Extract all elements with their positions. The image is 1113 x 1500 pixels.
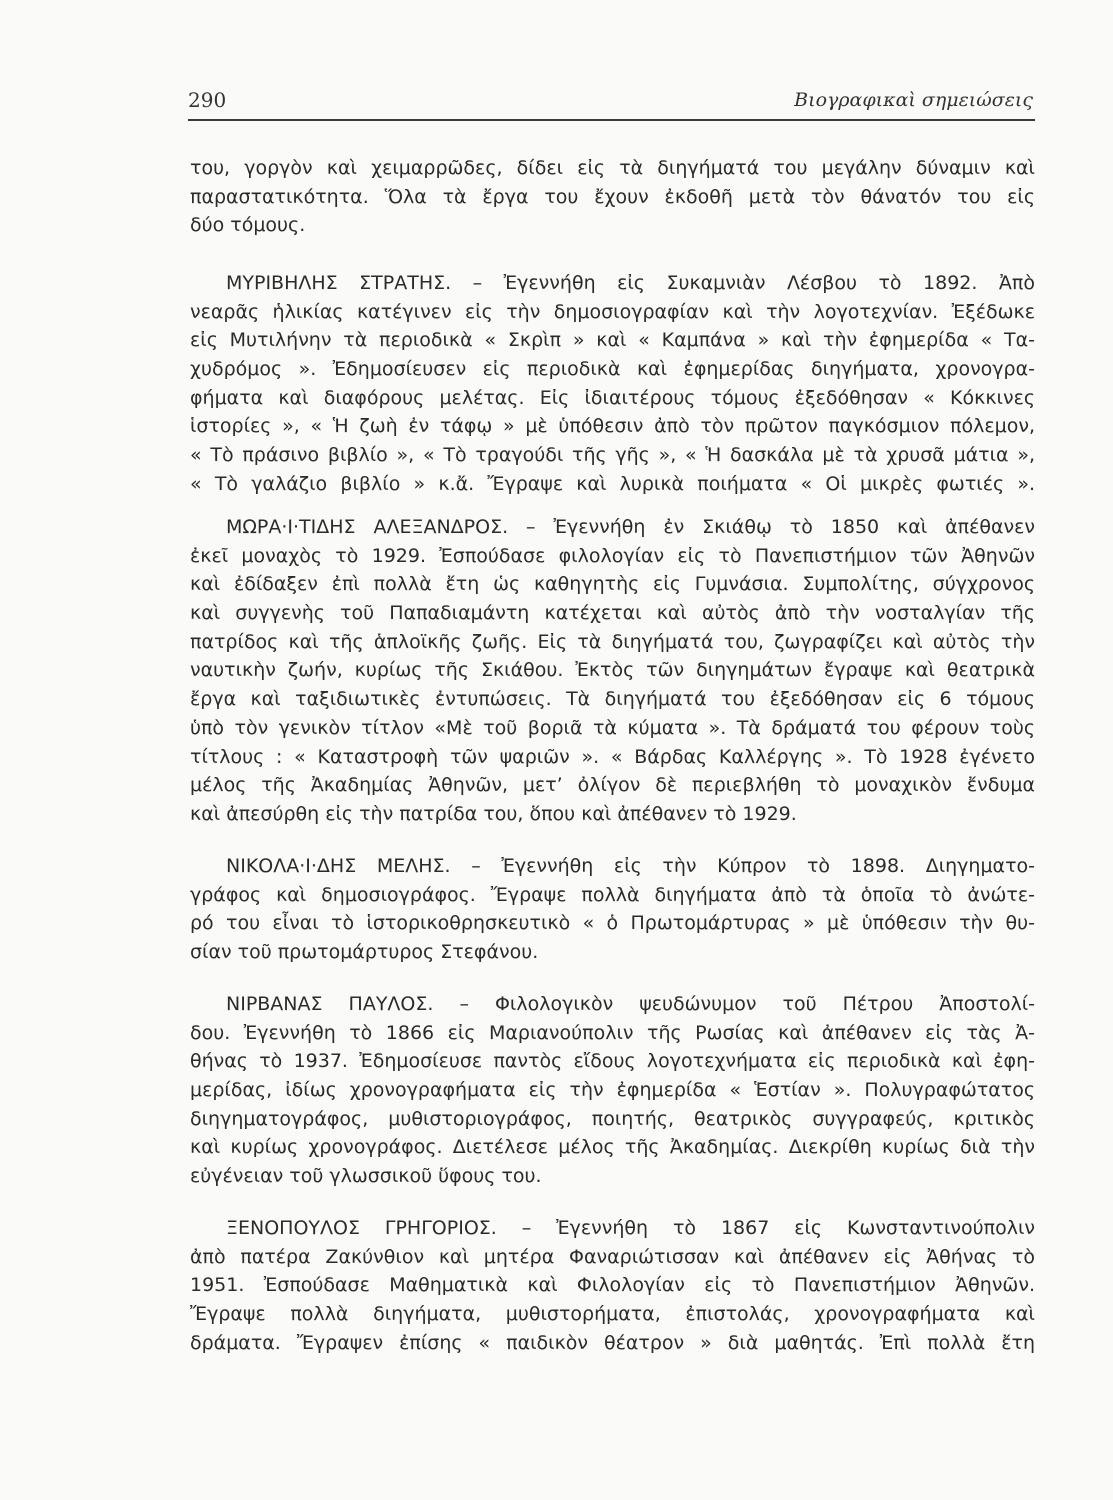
text-line: γράφος καὶ δημοσιογράφος. Ἔγραψε πολλὰ διηγήματα ἀπὸ τὰ ὁποῖα τὸ ἀνώτε- (190, 883, 1035, 906)
text-line: σίαν τοῦ πρωτομάρτυρος Στεφάνου. (190, 941, 539, 964)
text-line: θήνας τὸ 1937. Ἐδημοσίευσε παντὸς εἴδους λογοτεχνήματα εἰς περιοδικὰ καὶ ἐφη- (190, 1050, 1035, 1073)
text-line: « Τὸ γαλάζιο βιβλίο » κ.ἄ. Ἔγραψε καὶ λυρικὰ ποιήματα « Οἱ μικρὲς φωτιές ». (190, 472, 1035, 495)
paragraph-continuation (190, 154, 1035, 240)
text-line: του, γοργὸν καὶ χειμαρρῶδες, δίδει εἰς τὰ διηγήματά του μεγάλην δύναμιν καὶ (190, 157, 1035, 179)
text-line: εὐγένειαν τοῦ γλωσσικοῦ ὕφους του. (190, 1165, 542, 1188)
entry-nirvanas (190, 990, 1035, 1191)
text-line: ΞΕΝΟΠΟΥΛΟΣ ΓΡΗΓΟΡΙΟΣ. – Ἐγεννήθη τὸ 1867 εἰς Κωνσταντινούπολιν (226, 1217, 1035, 1239)
text-line: διηγηματογράφος, μυθιστοριογράφος, ποιητής, θεατρικὸς συγγραφεύς, κριτικὸς (190, 1107, 1035, 1130)
text-line: ἐκεῖ μοναχὸς τὸ 1929. Ἐσπούδασε φιλολογίαν εἰς τὸ Πανεπιστήμιον τῶν Ἀθηνῶν (190, 544, 1035, 567)
text-line: ΝΙΡΒΑΝΑΣ ΠΑΥΛΟΣ. – Φιλολογικὸν ψευδώνυμον τοῦ Πέτρου Ἀποστολί- (226, 993, 1035, 1015)
text-line: ἔργα καὶ ταξιδιωτικὲς ἐντυπώσεις. Τὰ διηγήματά του ἐξεδόθησαν εἰς 6 τόμους (190, 688, 1035, 711)
text-line: Ἔγραψε πολλὰ διηγήματα, μυθιστορήματα, ἐπιστολάς, χρονογραφήματα καὶ (190, 1303, 1035, 1326)
text-line: ναυτικὴν ζωήν, κυρίως τῆς Σκιάθου. Ἐκτὸς τῶν διηγημάτων ἔγραψε καὶ θεατρικὰ (190, 659, 1035, 682)
text-line: ΝΙΚΟΛΑ·Ι·ΔΗΣ ΜΕΛΗΣ. – Ἐγεννήθη εἰς τὴν Κύπρον τὸ 1898. Διηγηματο- (226, 855, 1035, 877)
text-line: ἱστορίες », « Ἡ ζωὴ ἐν τάφῳ » μὲ ὑπόθεσιν ἀπὸ τὸν πρῶτον παγκόσμιον πόλεμον, (190, 415, 1035, 438)
text-line: καὶ κυρίως χρονογράφος. Διετέλεσε μέλος τῆς Ἀκαδημίας. Διεκρίθη κυρίως διὰ τὴν (190, 1136, 1035, 1159)
text-line: δύο τόμους. (190, 214, 306, 237)
text-line: νεαρᾶς ἡλικίας κατέγινεν εἰς τὴν δημοσιογραφίαν καὶ τὴν λογοτεχνίαν. Ἐξέδωκε (190, 300, 1035, 323)
text-line: μέλος τῆς Ἀκαδημίας Ἀθηνῶν, μετ’ ὀλίγον δὲ περιεβλήθη τὸ μοναχικὸν ἔνδυμα (190, 774, 1035, 797)
text-line: τίτλους : « Καταστροφὴ τῶν ψαριῶν ». « Βάρδας Καλλέργης ». Τὸ 1928 ἐγένετο (190, 745, 1035, 768)
text-line: καὶ ἀπεσύρθη εἰς τὴν πατρίδα του, ὅπου καὶ ἀπέθανεν τὸ 1929. (190, 802, 797, 825)
text-line: ρό του εἶναι τὸ ἱστορικοθρησκευτικὸ « ὁ Πρωτομάρτυρας » μὲ ὑπόθεσιν τὴν θυ- (190, 912, 1035, 935)
entry-moraitidis (190, 513, 1035, 829)
text-line: ΜΩΡΑ·Ι·ΤΙΔΗΣ ΑΛΕΞΑΝΔΡΟΣ. – Ἐγεννήθη ἐν Σκιάθῳ τὸ 1850 καὶ ἀπέθανεν (226, 516, 1035, 538)
text-line: καὶ ἐδίδαξεν ἐπὶ πολλὰ ἔτη ὡς καθηγητὴς εἰς Γυμνάσια. Συμπολίτης, σύγχρονος (190, 573, 1035, 596)
text-line: ἀπὸ πατέρα Ζακύνθιον καὶ μητέρα Φαναριώτισσαν καὶ ἀπέθανεν εἰς Ἀθήνας τὸ (190, 1245, 1035, 1268)
page-number: 290 (188, 88, 227, 112)
text-line: δράματα. Ἔγραψεν ἐπίσης « παιδικὸν θέατρον » διὰ μαθητάς. Ἐπὶ πολλὰ ἔτη (190, 1331, 1035, 1354)
running-header-title: Βιογραφικαὶ σημειώσεις (794, 89, 1033, 111)
text-line: εἰς Μυτιλήνην τὰ περιοδικὰ « Σκρὶπ » καὶ « Καμπάνα » καὶ τὴν ἐφημερίδα « Τα- (190, 329, 1035, 352)
text-line: ΜΥΡΙΒΗΛΗΣ ΣΤΡΑΤΗΣ. – Ἐγεννήθη εἰς Συκαμνιὰν Λέσβου τὸ 1892. Ἀπὸ (226, 272, 1035, 294)
text-line: πατρίδος καὶ τῆς ἁπλοϊκῆς ζωῆς. Εἰς τὰ διηγήματά του, ζωγραφίζει καὶ αὐτὸς τὴν (190, 630, 1035, 653)
text-line: ὑπὸ τὸν γενικὸν τίτλον «Μὲ τοῦ βοριᾶ τὰ κύματα ». Τὰ δράματά του φέρουν τοὺς (190, 716, 1035, 739)
text-line: καὶ συγγενὴς τοῦ Παπαδιαμάντη κατέχεται καὶ αὐτὸς ἀπὸ τὴν νοσταλγίαν τῆς (190, 602, 1035, 625)
text-line: παραστατικότητα. Ὅλα τὰ ἔργα του ἔχουν ἐκδοθῆ μετὰ τὸν θάνατόν του εἰς (190, 185, 1035, 208)
entry-nikolaidis (190, 852, 1035, 967)
text-line: χυδρόμος ». Ἐδημοσίευσεν εἰς περιοδικὰ καὶ ἐφημερίδας διηγήματα, χρονογρα- (190, 358, 1035, 381)
body-text (190, 0, 1035, 1500)
text-line: δου. Ἐγεννήθη τὸ 1866 εἰς Μαριανούπολιν τῆς Ρωσίας καὶ ἀπέθανεν εἰς τὰς Ἀ- (190, 1021, 1035, 1044)
entry-myrivilis (190, 269, 1035, 499)
text-line: 1951. Ἐσπούδασε Μαθηματικὰ καὶ Φιλολογίαν εἰς τὸ Πανεπιστήμιον Ἀθηνῶν. (190, 1274, 1035, 1297)
entry-xenopoulos (190, 1214, 1035, 1357)
text-line: « Τὸ πράσινο βιβλίο », « Τὸ τραγούδι τῆς γῆς », « Ἡ δασκάλα μὲ τὰ χρυσᾶ μάτια », (190, 444, 1035, 467)
text-line: μερίδας, ἰδίως χρονογραφήματα εἰς τὴν ἐφημερίδα « Ἑστίαν ». Πολυγραφώτατος (190, 1079, 1035, 1102)
text-line: φήματα καὶ διαφόρους μελέτας. Εἰς ἰδιαιτέρους τόμους ἐξεδόθησαν « Κόκκινες (190, 386, 1035, 409)
